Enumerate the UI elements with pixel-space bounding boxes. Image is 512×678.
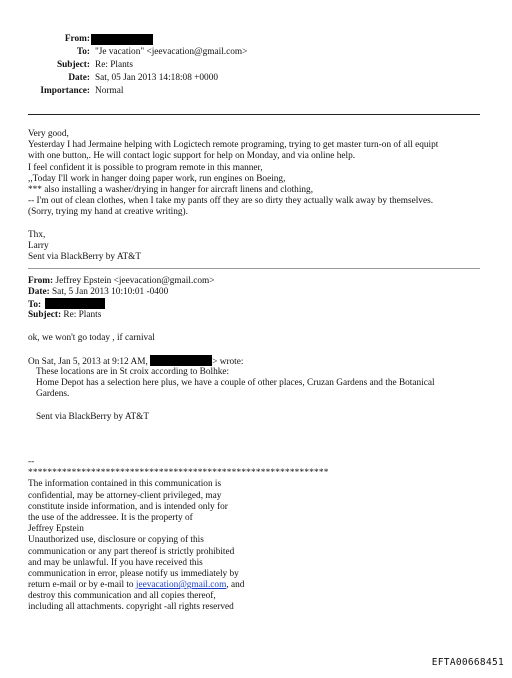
signoff-line: Sent via BlackBerry by AT&T (28, 252, 142, 263)
quoted-from-value: Jeffrey Epstein <jeevacation@gmail.com> (55, 276, 215, 286)
header-date-row (0, 73, 512, 85)
quoted-header (28, 276, 488, 321)
return-prefix: return e-mail or by e-mail to (28, 580, 136, 591)
email-link[interactable]: jeevacation@gmail.com (135, 580, 227, 591)
disclaimer-line: Unauthorized use, disclosure or copying of this (28, 535, 204, 546)
document-id: EFTA00668451 (431, 656, 504, 668)
on-wrote-prefix: On Sat, Jan 5, 2013 at 9:12 AM, (28, 357, 148, 367)
disclaimer-line: the use of the addressee. It is the property of (28, 512, 193, 523)
on-wrote-redaction (150, 357, 212, 367)
disclaimer-line: confidential, may be attorney-client privileged, may (28, 490, 222, 501)
disclaimer-line: communication or any part thereof is strictly prohibited (28, 546, 235, 557)
header-subject-row (0, 60, 512, 72)
message-body (28, 129, 488, 263)
body-line: Very good, (28, 129, 69, 139)
importance-label: Importance: (40, 86, 90, 96)
from-redaction (91, 34, 153, 47)
header-divider (28, 114, 480, 115)
reply-text: ok, we won't go today , if carnival (28, 333, 155, 343)
disclaimer-line: and may be unlawful. If you have received this (28, 557, 203, 568)
disclaimer-line: including all attachments. copyright -all rights reserved (28, 602, 234, 613)
header-to-row (0, 47, 512, 59)
signoff-line: Thx, (28, 229, 46, 240)
reply-body (28, 333, 488, 344)
disclaimer-line: communication in error, please notify us immediately by (28, 568, 239, 579)
disclaimer-line: destroy this communication and all copies thereof, (28, 591, 216, 602)
header-importance-row (0, 86, 512, 98)
quoted-sent-line: Sent via BlackBerry by AT&T (36, 411, 150, 422)
body-line: -- I'm out of clean clothes, when I take my pants off they are so dirty they actually walk away by themselves. (28, 196, 434, 207)
quoted-date-row (28, 287, 488, 298)
header-from-row (0, 34, 512, 46)
importance-value: Normal (95, 86, 124, 96)
body-line: (Sorry, trying my hand at creative writing). (28, 207, 188, 218)
quoted-line: These locations are in St croix according to Bolhke: (36, 367, 230, 377)
quoted-to-row (28, 298, 488, 309)
return-suffix: , and (226, 580, 245, 591)
quoted-from-label: From: (28, 276, 54, 286)
subject-label: Subject: (56, 60, 90, 70)
signoff-line: Larry (28, 240, 49, 251)
quoted-message (36, 367, 486, 423)
to-value: "Je vacation" <jeevacation@gmail.com> (95, 47, 248, 57)
disclaimer (28, 457, 488, 614)
subject-value: Re: Plants (95, 60, 133, 70)
quoted-line: Gardens. (36, 389, 70, 400)
body-line: Yesterday I had Jermaine helping with Logictech remote programing, trying to get master turn-on of all equipt (28, 140, 439, 151)
quoted-subject-label: Subject: (28, 309, 62, 320)
body-line: ,,Today I'll work in hanger doing paper work, run engines on Boeing, (28, 173, 286, 184)
quoted-from-row (28, 276, 488, 287)
quoted-divider (28, 268, 480, 269)
quoted-date-value: Sat, 5 Jan 2013 10:10:01 -0400 (52, 287, 169, 298)
body-line: *** also installing a washer/drying in hanger for aircraft linens and clothing, (28, 184, 314, 195)
quoted-subject-row (28, 310, 488, 321)
disclaimer-line: constitute inside information, and is intended only for (28, 501, 228, 512)
body-line: I feel confident it is possible to program remote in this manner, (28, 162, 263, 173)
quoted-subject-value: Re: Plants (63, 309, 102, 320)
disclaimer-return-line (28, 580, 488, 591)
to-label: To: (76, 47, 90, 57)
disclaimer-stars: ************************************************************** (28, 468, 329, 479)
quoted-date-label: Date: (28, 287, 50, 298)
on-wrote-suffix: > wrote: (212, 357, 244, 367)
quoted-to-label: To: (28, 300, 42, 311)
on-wrote-line (28, 355, 488, 366)
disclaimer-line: Jeffrey Epstein (28, 524, 84, 535)
from-label: From: (64, 34, 90, 44)
quoted-line: Home Depot has a selection here plus, we have a couple of other places, Cruzan Gardens and the Botanical (36, 378, 435, 389)
disclaimer-dashes: -- (28, 457, 35, 467)
date-label: Date: (68, 73, 90, 83)
disclaimer-line: The information contained in this communication is (28, 479, 222, 490)
date-value: Sat, 05 Jan 2013 14:18:08 +0000 (95, 73, 219, 83)
body-line: with one button,. He will contact logic support for help on Monday, and via online help. (28, 151, 356, 162)
